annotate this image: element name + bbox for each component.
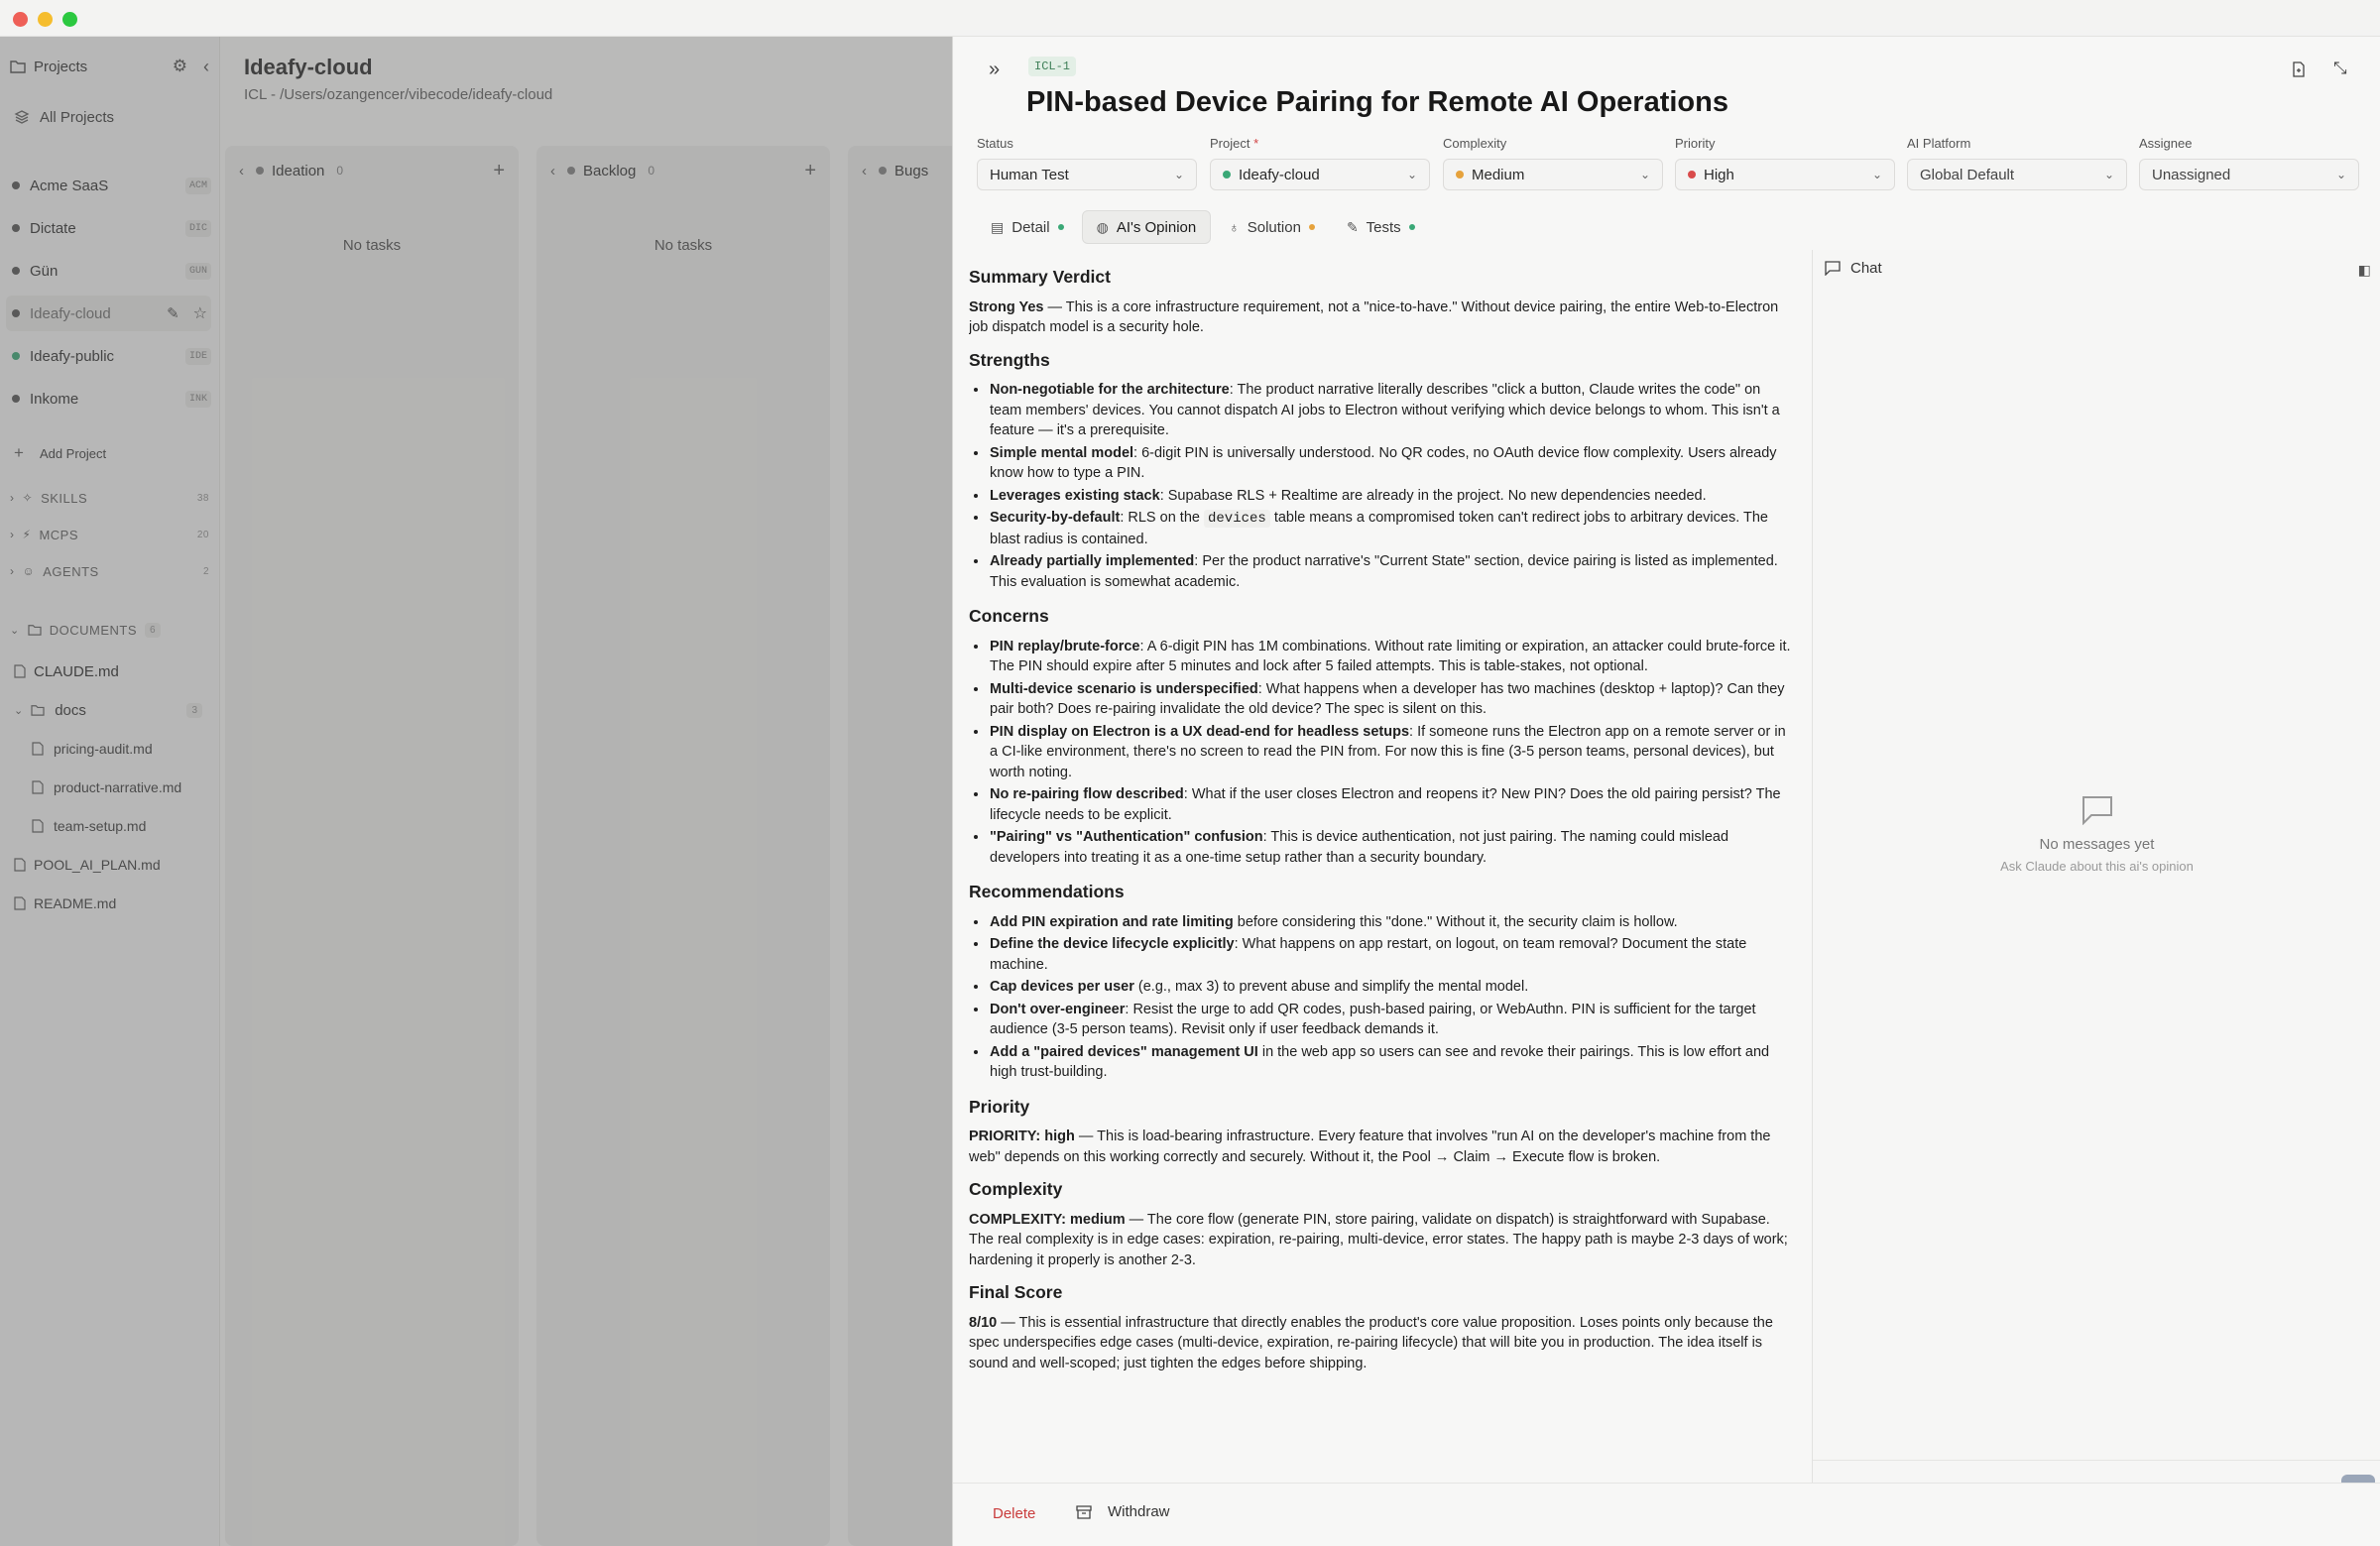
list-item: • Already partially implemented: Per the product narrative's "Current State" section, device pairing is listed as implemented. This evaluation is somewhat academic.: [989, 551, 1792, 592]
collapse-column-icon[interactable]: ‹: [239, 162, 244, 179]
ai-platform-label: AI Platform: [1907, 136, 1971, 151]
project-code-badge: INK: [185, 391, 211, 408]
tab-ai-opinion[interactable]: [1082, 210, 1212, 244]
column-empty-text: No tasks: [654, 237, 713, 254]
list-item: • Don't over-engineer: Resist the urge to add QR codes, push-based pairing, or WebAuthn. PIN is sufficient for the target audience (3-5 person teams). Revisit only if user feedback demands it.: [989, 1000, 1792, 1040]
message-square-icon: [1825, 261, 1841, 276]
bot-icon: ☺: [22, 564, 36, 578]
complexity-dot: [1456, 171, 1464, 178]
tab-solution[interactable]: [1215, 210, 1329, 244]
chevron-down-icon: ⌄: [2335, 168, 2346, 181]
tab-status-dot: [1409, 224, 1415, 230]
tab-status-dot: [1058, 224, 1064, 230]
list-item: • Add a "paired devices" management UI in the web app so users can see and revoke their pairings. This is low effort and high trust-building.: [989, 1042, 1792, 1083]
priority-label: Priority: [1675, 136, 1716, 151]
document-name: CLAUDE.md: [34, 662, 119, 680]
document-name: product-narrative.md: [54, 779, 182, 795]
chevron-down-icon: ⌄: [1871, 168, 1882, 181]
column-title: Ideation: [272, 162, 325, 179]
column-count: 0: [336, 164, 344, 178]
ai-platform-select[interactable]: [1907, 159, 2127, 190]
chevron-right-icon: ›: [10, 491, 15, 505]
edit-icon[interactable]: ✎: [167, 305, 179, 322]
tab-status-dot: [1309, 224, 1315, 230]
plus-icon: +: [14, 443, 24, 462]
list-item: • Simple mental model: 6-digit PIN is universally understood. No QR codes, no OAuth device flow complexity. Users already know how to type a PIN.: [989, 443, 1792, 484]
add-project-label: Add Project: [39, 445, 107, 461]
list-item: • Cap devices per user (e.g., max 3) to prevent abuse and simplify the mental model.: [989, 977, 1792, 998]
complexity-select[interactable]: [1443, 159, 1663, 190]
chevron-down-icon: ⌄: [1173, 168, 1184, 181]
chevron-down-icon: ⌄: [2103, 168, 2114, 181]
sidebar-title: Projects: [34, 58, 88, 75]
project-label: Project *: [1210, 136, 1259, 151]
list-item: • Add PIN expiration and rate limiting before considering this "done." Without it, the security claim is hollow.: [989, 912, 1792, 933]
assignee-value: Unassigned: [2152, 166, 2231, 183]
chat-title: Chat: [1850, 260, 1882, 277]
chat-header: [1825, 260, 1882, 277]
section-heading: Complexity: [969, 1179, 1063, 1199]
project-title: Ideafy-cloud: [244, 55, 373, 79]
status-label: Status: [977, 136, 1013, 151]
tab-tests[interactable]: [1333, 210, 1429, 244]
chevron-down-icon: ⌄: [1406, 168, 1417, 181]
plug-icon: ⚡: [22, 528, 32, 541]
list-item: • Security-by-default: RLS on the devices table means a compromised token can't redirect jobs to arbitrary devices. The blast radius is contained.: [989, 508, 1792, 549]
tab-detail[interactable]: [977, 210, 1078, 244]
project-value: Ideafy-cloud: [1239, 166, 1320, 183]
list-item: • PIN replay/brute-force: A 6-digit PIN has 1M combinations. Without rate limiting or expiration, an attacker could brute-force it. The PIN should expire after 5 minutes and lock after 5 failed attempts. This is table-stakes, not optional.: [989, 637, 1792, 677]
complexity-paragraph: COMPLEXITY: medium — The core flow (generate PIN, store pairing, validate on dispatch) is straightforward with Supabase. The real complexity is in edge cases: expiration, re-pairing, multi-device, error states. The happy path is maybe 2-3 days of work; hardening it properly is another 2-3.: [969, 1211, 1788, 1268]
priority-value: High: [1704, 166, 1734, 183]
collapse-column-icon[interactable]: ‹: [862, 162, 867, 179]
section-count: 6: [145, 623, 161, 638]
strengths-list: [969, 380, 1792, 592]
section-count: 2: [202, 565, 209, 577]
list-item: • Multi-device scenario is underspecified: What happens when a developer has two machines (desktop + laptop)? Can they pair both? Does re-pairing invalidate the old device? The spec is silent on this.: [989, 679, 1792, 720]
document-name: README.md: [34, 895, 117, 911]
status-value: Human Test: [990, 166, 1069, 183]
delete-button[interactable]: Delete: [993, 1505, 1036, 1522]
withdraw-button[interactable]: [1076, 1503, 1170, 1520]
project-name: Gün: [30, 262, 59, 280]
message-square-icon: [2082, 795, 2113, 825]
section-heading: Recommendations: [969, 882, 1125, 901]
column-empty-text: No tasks: [342, 237, 402, 254]
export-document-icon[interactable]: [2292, 61, 2306, 77]
window-titlebar: [0, 0, 2380, 37]
detail-tabs: [977, 210, 1433, 244]
empty-title: No messages yet: [2039, 836, 2155, 853]
minimize-window-button[interactable]: [38, 12, 53, 27]
chevron-down-icon: ⌄: [14, 704, 24, 717]
project-code-badge: GUN: [185, 263, 211, 280]
section-label: MCPS: [39, 527, 78, 542]
project-code-badge: DIC: [185, 220, 211, 237]
project-name: Ideafy-cloud: [30, 304, 111, 322]
tab-label: Solution: [1247, 218, 1301, 236]
section-label: SKILLS: [41, 490, 88, 506]
list-item: • "Pairing" vs "Authentication" confusion: This is device authentication, not just pairing. The naming could mislead developers into treating it as a one-time setup rather than a security boundary.: [989, 827, 1792, 868]
chat-panel: [1813, 250, 2380, 1519]
final-score-paragraph: 8/10 — This is essential infrastructure that directly enables the product's core value proposition. Loses points only because the spec underspecifies edge cases (multi-device, expiration, re-pairing lifecycle) that will bite you in production. The idea itself is sound and well-scoped; just tighten the edges before shipping.: [969, 1314, 1773, 1371]
sparkle-icon: ✧: [22, 491, 34, 505]
list-item: • Define the device lifecycle explicitly: What happens on app restart, on logout, on team removal? Document the state machine.: [989, 934, 1792, 975]
lightbulb-icon: ♁: [1229, 219, 1240, 235]
panel-footer: [953, 1483, 2380, 1546]
list-item: • No re-pairing flow described: What if the user closes Electron and reopens it? New PIN? Does the old pairing persist? The lifecycle needs to be explicit.: [989, 784, 1792, 825]
section-label: AGENTS: [43, 563, 99, 579]
empty-subtitle: Ask Claude about this ai's opinion: [2000, 859, 2194, 874]
task-detail-panel: [952, 37, 2380, 1546]
column-title: Backlog: [583, 162, 637, 179]
column-count: 0: [648, 164, 655, 178]
section-heading: Concerns: [969, 606, 1049, 626]
collapse-panel-icon[interactable]: »: [989, 59, 1001, 80]
modal-backdrop[interactable]: [0, 37, 952, 1546]
verdict-paragraph: Strong Yes — This is a core infrastructure requirement, not a "nice-to-have." Without device pairing, the entire Web-to-Electron job dispatch model is a security hole.: [969, 298, 1779, 335]
chevron-down-icon: ⌄: [10, 624, 20, 637]
add-task-icon[interactable]: +: [493, 159, 505, 181]
project-code-badge: IDE: [185, 348, 211, 365]
folder-count: 3: [186, 703, 202, 718]
ai-platform-value: Global Default: [1920, 166, 2015, 183]
toggle-chat-panel-icon[interactable]: ◧: [2357, 262, 2371, 278]
section-heading: Summary Verdict: [969, 267, 1111, 287]
project-name: Acme SaaS: [30, 177, 109, 194]
minimize-panel-icon[interactable]: ⤡: [2333, 59, 2347, 77]
add-task-icon[interactable]: +: [804, 159, 816, 181]
assignee-select[interactable]: [2139, 159, 2359, 190]
tab-label: Tests: [1366, 218, 1401, 236]
project-name: Ideafy-public: [30, 347, 115, 365]
priority-select[interactable]: [1675, 159, 1895, 190]
list-item: • Non-negotiable for the architecture: The product narrative literally describes "click a button, Claude writes the code" on team members' devices. You cannot dispatch AI jobs to Electron without verifying which device belongs to whom. This isn't a feature — it's a prerequisite.: [989, 380, 1792, 441]
folder-name: docs: [55, 701, 86, 719]
column-title: Bugs: [894, 162, 929, 179]
chevron-down-icon: ⌄: [1639, 168, 1650, 181]
status-select[interactable]: [977, 159, 1197, 190]
chevron-right-icon: ›: [10, 564, 15, 578]
complexity-label: Complexity: [1443, 136, 1507, 151]
archive-icon: [1076, 1505, 1092, 1519]
task-id-badge: ICL-1: [1028, 57, 1076, 76]
collapse-column-icon[interactable]: ‹: [550, 162, 555, 179]
collapse-sidebar-icon[interactable]: ‹: [203, 56, 209, 76]
task-title: PIN-based Device Pairing for Remote AI Operations: [1026, 86, 1728, 118]
section-heading: Strengths: [969, 349, 1050, 370]
project-code-badge: ACM: [185, 178, 211, 194]
section-label: DOCUMENTS: [49, 622, 137, 638]
priority-dot: [1688, 171, 1696, 178]
ai-opinion-content: [969, 267, 1792, 1496]
maximize-window-button[interactable]: [62, 12, 77, 27]
chat-empty-state: [1813, 795, 2380, 874]
document-name: pricing-audit.md: [54, 741, 153, 757]
section-count: 20: [196, 529, 209, 540]
list-item: • Leverages existing stack: Supabase RLS + Realtime are already in the project. No new dependencies needed.: [989, 486, 1792, 507]
project-name: Inkome: [30, 390, 79, 408]
pencil-icon: ✎: [1346, 218, 1359, 235]
concerns-list: [969, 637, 1792, 869]
section-heading: Priority: [969, 1096, 1030, 1117]
star-icon[interactable]: ☆: [192, 305, 207, 322]
project-path: ICL - /Users/ozangencer/vibecode/ideafy-cloud: [244, 86, 553, 103]
withdraw-label: Withdraw: [1108, 1503, 1170, 1520]
priority-paragraph: PRIORITY: high — This is load-bearing infrastructure. Every feature that involves "run AI on the developer's machine from the web" depends on this working correctly and securely. Without it, the Pool → Claim → Execute flow is broken.: [969, 1129, 1771, 1165]
document-name: POOL_AI_PLAN.md: [34, 857, 161, 873]
tab-label: Detail: [1012, 218, 1050, 236]
brain-icon: ◍: [1096, 218, 1109, 235]
tab-label: AI's Opinion: [1116, 218, 1197, 236]
section-count: 38: [196, 492, 209, 504]
list-item: • PIN display on Electron is a UX dead-end for headless setups: If someone runs the Electron app on a remote server or in a CI-like environment, there's no screen to read the PIN from. For now this is fine (3-5 person teams, personal devices), but worth noting.: [989, 722, 1792, 783]
section-heading: Final Score: [969, 1282, 1063, 1302]
document-name: team-setup.md: [54, 818, 147, 834]
project-color-dot: [1223, 171, 1231, 178]
close-window-button[interactable]: [13, 12, 28, 27]
sidebar-item-label: All Projects: [40, 108, 115, 126]
project-select[interactable]: [1210, 159, 1430, 190]
project-name: Dictate: [30, 219, 76, 237]
assignee-label: Assignee: [2139, 136, 2193, 151]
gear-icon[interactable]: ⚙: [172, 57, 187, 75]
recommendations-list: [969, 912, 1792, 1083]
complexity-value: Medium: [1472, 166, 1525, 183]
chevron-right-icon: ›: [10, 528, 15, 541]
file-text-icon: ▤: [991, 218, 1005, 235]
